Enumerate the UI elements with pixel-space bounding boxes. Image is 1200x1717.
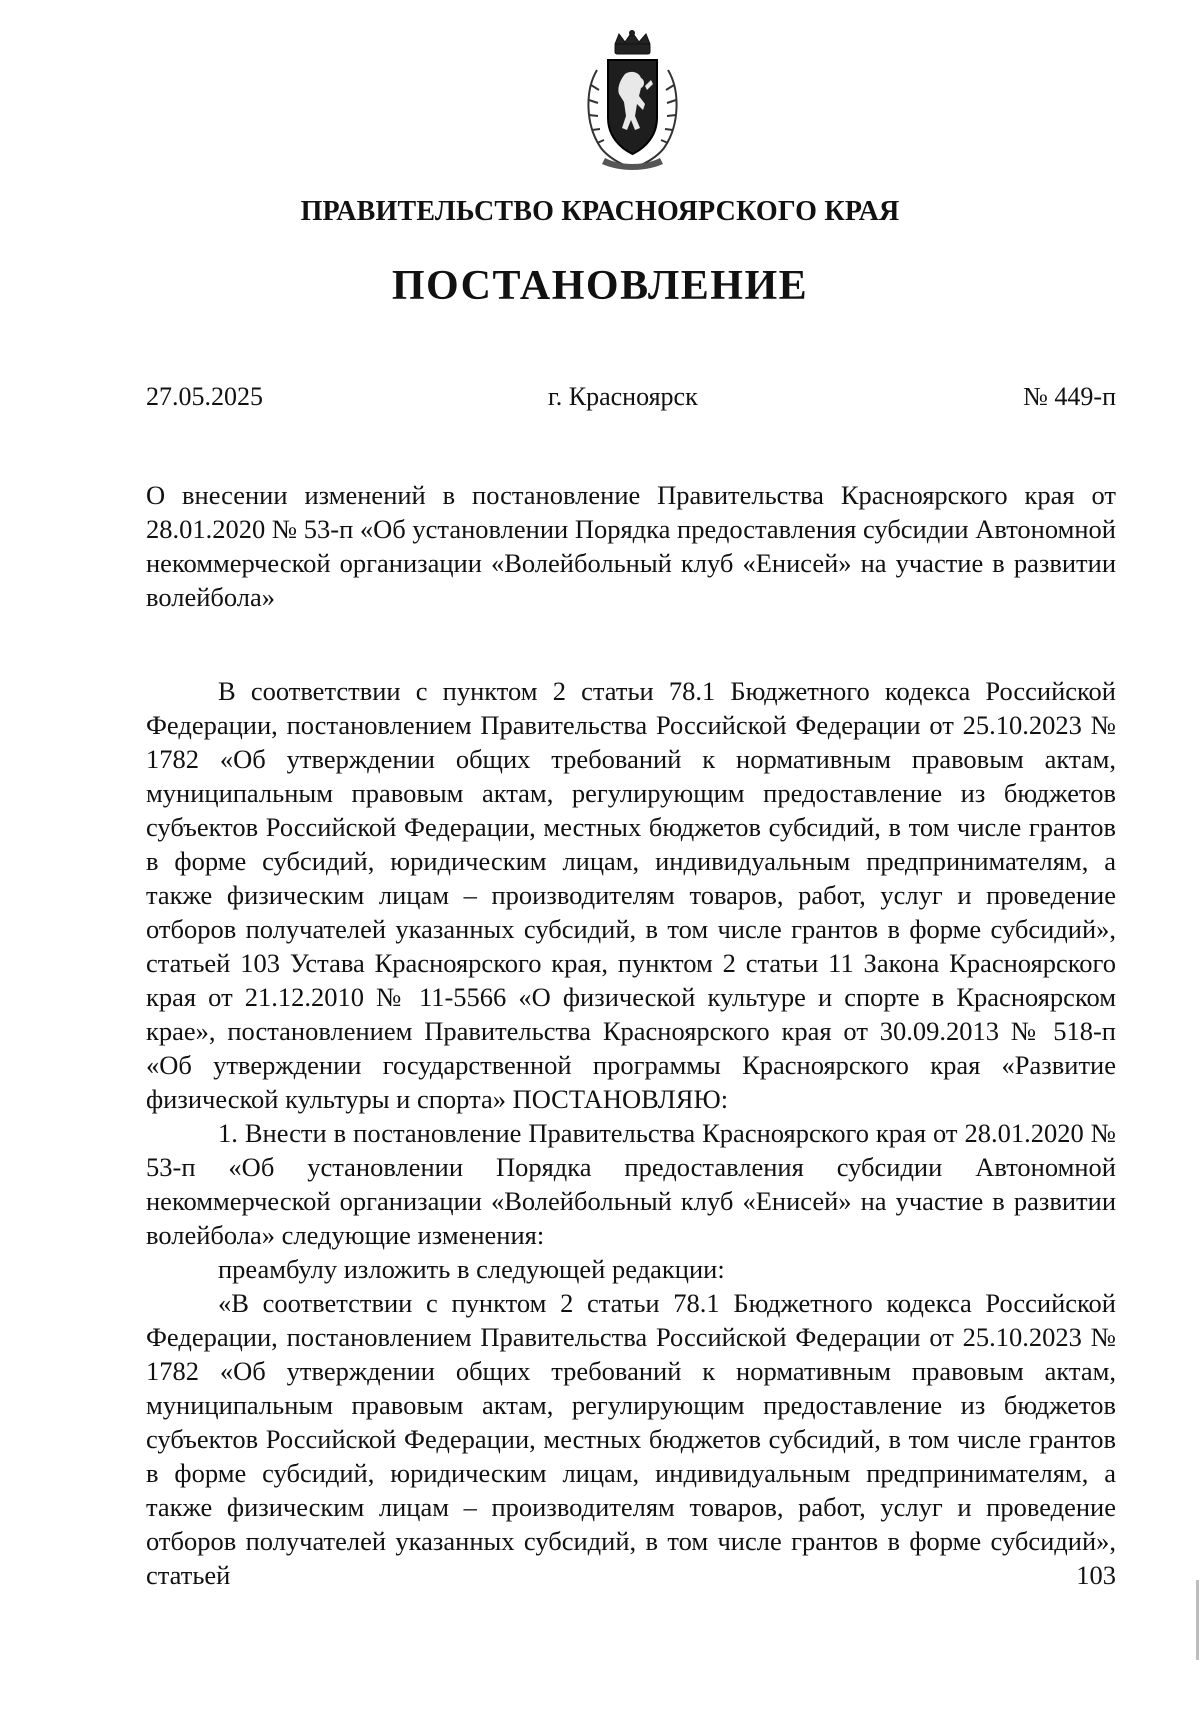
scan-edge-mark [1196, 1580, 1199, 1660]
body-paragraph: «В соответствии с пунктом 2 статьи 78.1 Бюджетного кодекса Российской Федерации, постановлением Правительства Российской Федерации от 25.10.2023 № 1782 «Об утверждении общих требований к нормативным правовым актам, муниципальным правовым актам, регулирующим предоставление из бюджетов субъектов Российской Федерации, местных бюджетов субсидий, в том числе грантов в форме субсидий, юридическим лицам, индивидуальным предпринимателям, а также физическим лицам – производителям товаров, работ, услуг и проведение отборов получателей указанных субсидий, в том числе грантов в форме субсидий», статьей 103 [146, 1288, 1116, 1590]
coat-of-arms-emblem [575, 30, 690, 175]
document-date: 27.05.2025 [146, 382, 263, 411]
document-subject: О внесении изменений в постановление Правительства Красноярского края от 28.01.2020 № 53-п «Об установлении Порядка предоставления субсидии Автономной некоммерческой организации «Волейбольный клуб «Енисей» на участие в развитии волейбола» [146, 480, 1116, 612]
document-city: г. Красноярск [548, 382, 698, 411]
document-type-title: ПОСТАНОВЛЕНИЕ [391, 263, 809, 309]
body-paragraph: 1. Внести в постановление Правительства Красноярского края от 28.01.2020 № 53-п «Об установлении Порядка предоставления субсидии Автономной некоммерческой организации «Волейбольный клуб «Енисей» на участие в развитии волейбола» следующие изменения: [146, 1118, 1116, 1250]
document-number: № 449-п [1023, 382, 1116, 411]
document-body [146, 674, 1116, 1592]
organization-title: ПРАВИТЕЛЬСТВО КРАСНОЯРСКОГО КРАЯ [300, 196, 900, 227]
body-paragraph: В соответствии с пунктом 2 статьи 78.1 Бюджетного кодекса Российской Федерации, постановлением Правительства Российской Федерации от 25.10.2023 № 1782 «Об утверждении общих требований к нормативным правовым актам, муниципальным правовым актам, регулирующим предоставление из бюджетов субъектов Российской Федерации, местных бюджетов субсидий, в том числе грантов в форме субсидий, юридическим лицам, индивидуальным предпринимателям, а также физическим лицам – производителям товаров, работ, услуг и проведение отборов получателей указанных субсидий, в том числе грантов в форме субсидий», статьей 103 Устава Красноярского края, пунктом 2 статьи 11 Закона Красноярского края от 21.12.2010 № 11-5566 «О физической культуре и спорте в Красноярском крае», постановлением Правительства Красноярского края от 30.09.2013 № 518-п «Об утверждении государственной программы Красноярского края «Развитие физической культуры и спорта» ПОСТАНОВЛЯЮ: [146, 676, 1116, 1114]
body-paragraph: преамбулу изложить в следующей редакции: [218, 1254, 725, 1284]
document-meta-row [146, 382, 1116, 416]
